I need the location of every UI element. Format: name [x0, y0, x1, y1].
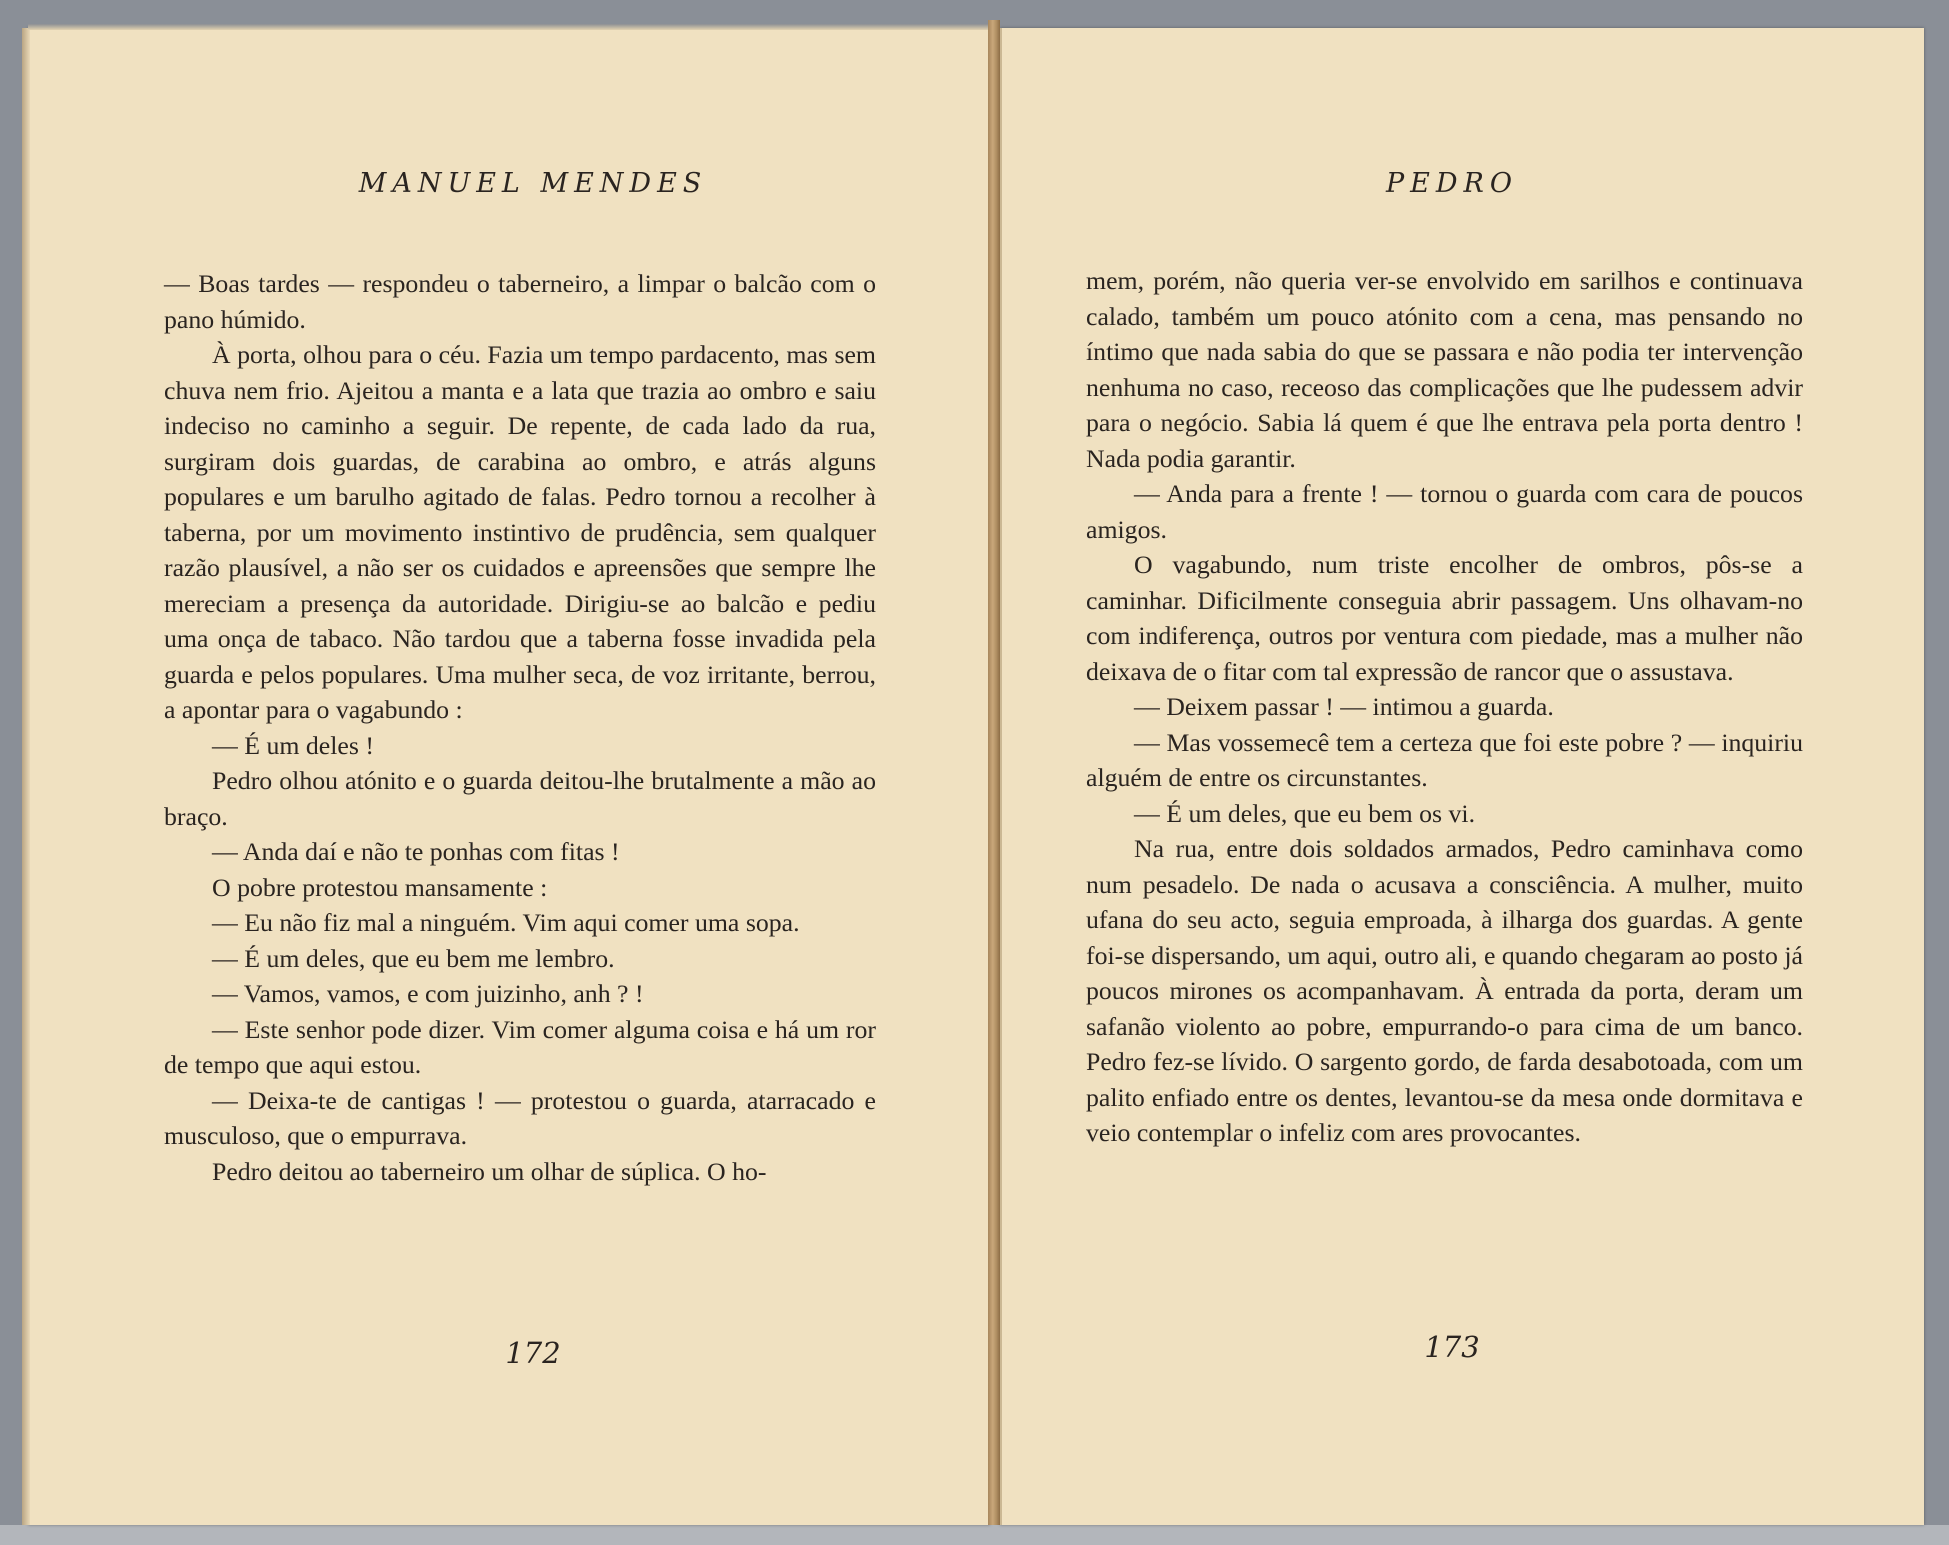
paragraph: — Este senhor pode dizer. Vim comer alguma coisa e há um ror de tempo que aqui estou. [164, 1014, 876, 1079]
paragraph: — Mas vossemecê tem a certeza que foi este pobre ? — inquiriu alguém de entre os circunstantes. [1086, 727, 1803, 792]
paragraph: — Deixa-te de cantigas ! — protestou o guarda, atarracado e musculoso, que o empurrava. [164, 1085, 876, 1150]
paragraph: — É um deles, que eu bem os vi. [1134, 798, 1476, 828]
paragraph: O pobre protestou mansamente : [212, 872, 548, 902]
right-page [1000, 28, 1924, 1525]
paragraph: mem, porém, não queria ver-se envolvido em sarilhos e continuava calado, também um pouco atónito com a cena, mas pensando no íntimo que nada sabia do que se passara e não podia ter intervenção nenhuma no caso, receoso das complicações que lhe pudessem advir para o negócio. Sabia lá quem é que lhe entrava pela porta dentro ! Nada podia garantir. [1086, 266, 1803, 473]
running-head-right: PEDRO [1386, 168, 1518, 199]
paragraph: Pedro olhou atónito e o guarda deitou-lhe brutalmente a mão ao braço. [164, 766, 876, 831]
left-page [28, 28, 990, 1525]
running-head-left: MANUEL MENDES [358, 168, 708, 199]
page-edge-top [28, 24, 988, 30]
page-number-left: 172 [505, 1336, 561, 1370]
paragraph: — Vamos, vamos, e com juizinho, anh ? ! [212, 979, 644, 1008]
page-edge-left [22, 28, 30, 1525]
book-gutter [988, 20, 1000, 1525]
background-strip [0, 1525, 1949, 1545]
paragraph: — Boas tardes — respondeu o taberneiro, a limpar o balcão com o pano húmido. [164, 269, 876, 334]
paragraph: — Anda para a frente ! — tornou o guarda com cara de poucos amigos. [1086, 479, 1803, 544]
right-page-text [1086, 263, 1803, 1151]
paragraph: — É um deles, que eu bem me lembro. [212, 943, 615, 973]
paragraph: Na rua, entre dois soldados armados, Pedro caminhava como num pesadelo. De nada o acusava a consciência. A mulher, muito ufana do seu acto, seguia emproada, à ilharga dos guardas. A gente foi-se dispersando, um aqui, outro ali, e quando chegaram ao posto já poucos mirones os acompanhavam. À entrada da porta, deram um safanão violento ao pobre, empurrando-o para cima de um banco. Pedro fez-se lívido. O sargento gordo, de farda desabotoada, com um palito enfiado entre os dentes, levantou-se da mesa onde dormitava e veio contemplar o infeliz com ares provocantes. [1086, 834, 1803, 1147]
paragraph: Pedro deitou ao taberneiro um olhar de súplica. O ho- [212, 1156, 767, 1186]
page-number-right: 173 [1424, 1330, 1480, 1364]
left-page-text [164, 266, 876, 1189]
paragraph: À porta, olhou para o céu. Fazia um tempo pardacento, mas sem chuva nem frio. Ajeitou a manta e a lata que trazia ao ombro e saiu indeciso no caminho a seguir. De repente, de cada lado da rua, surgiram dois guardas, de carabina ao ombro, e atrás alguns populares e um barulho agitado de falas. Pedro tornou a recolher à taberna, por um movimento instintivo de prudência, sem qualquer razão plausível, a não ser os cuidados e apreensões que sempre lhe mereciam a presença da autoridade. Dirigiu-se ao balcão e pediu uma onça de tabaco. Não tardou que a taberna fosse invadida pela guarda e pelos populares. Uma mulher seca, de voz irritante, berrou, a apontar para o vagabundo : [164, 340, 876, 724]
paragraph: — Eu não fiz mal a ninguém. Vim aqui comer uma sopa. [212, 908, 800, 937]
paragraph: — Deixem passar ! — intimou a guarda. [1134, 692, 1554, 721]
paragraph: — É um deles ! [212, 730, 374, 760]
paragraph: — Anda daí e não te ponhas com fitas ! [212, 837, 620, 866]
paragraph: O vagabundo, num triste encolher de ombros, pôs-se a caminhar. Dificilmente conseguia abrir passagem. Uns olhavam-no com indiferença, outros por ventura com piedade, mas a mulher não deixava de o fitar com tal expressão de rancor que o assustava. [1086, 550, 1803, 686]
